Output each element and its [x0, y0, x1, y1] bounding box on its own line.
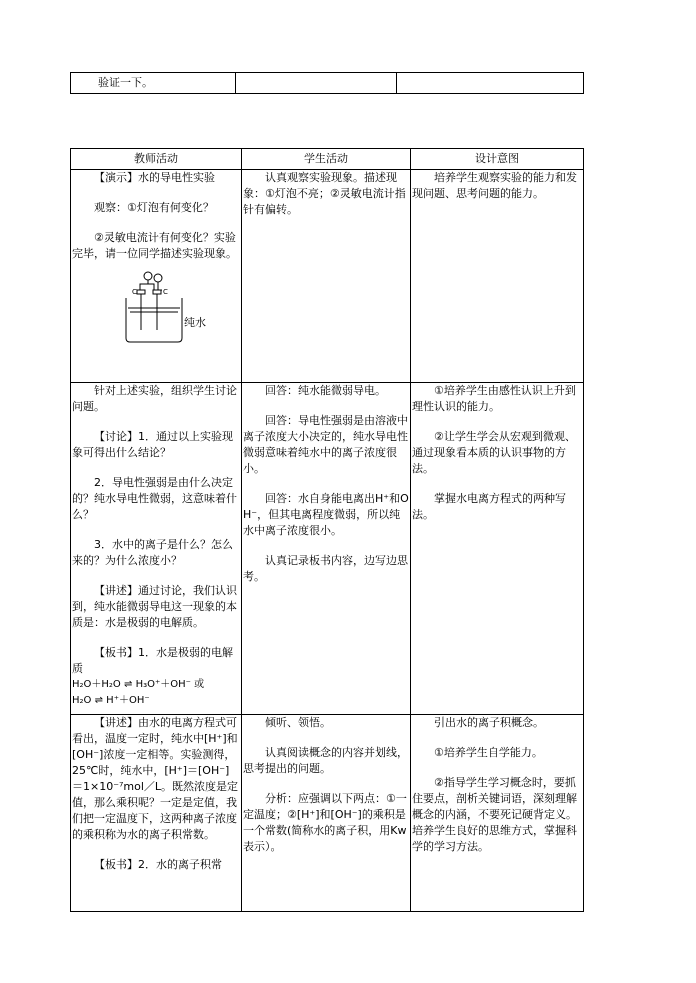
ionization-equation-1: H₂O＋H₂O ⇌ H₃O⁺＋OH⁻ 或 — [72, 679, 205, 690]
top-cell-2 — [236, 73, 397, 94]
design-cell — [411, 715, 584, 912]
lecture-tag: 【讲述】 — [94, 716, 138, 729]
lecture-tag: 【讲述】 — [94, 584, 138, 597]
student-answer-4: 认真记录板书内容，边写边思考。 — [243, 554, 408, 583]
teacher-cell — [71, 383, 242, 715]
design-1: 引出水的离子积概念。 — [434, 716, 544, 729]
design-2: ①培养学生自学能力。 — [434, 746, 543, 759]
demo-tag: 【演示】 — [94, 171, 138, 184]
discussion-intro: 针对上述实验，组织学生讨论问题。 — [72, 384, 237, 413]
board-2: 【板书】2．水的离子积常 — [94, 858, 222, 871]
lecture-2: 【讲述】由水的电离方程式可看出，温度一定时，纯水中[H⁺]和[OH⁻]浓度一定相等。实验测得，25℃时，纯水中，[H⁺]＝[OH⁻]＝1×10⁻⁷mol／L。既然浓度是定值，那么乘积呢？一定是定值，我们把一定温度下，这两种离子浓度的乘积称为水的离子积常数。 — [72, 716, 239, 841]
beaker-label: 纯水 — [184, 316, 206, 329]
top-table — [70, 72, 584, 94]
board-1: 【板书】1．水是极弱的电解质 — [72, 646, 233, 675]
design-3: 掌握水电离方程式的两种写法。 — [412, 492, 566, 521]
design-1: ①培养学生由感性认识上升到理性认识的能力。 — [412, 384, 576, 413]
student-read: 认真阅读概念的内容并划线，思考提出的问题。 — [243, 746, 408, 775]
student-observe: 认真观察实验现象。描述现象：①灯泡不亮；②灵敏电流计指针有偏转。 — [243, 171, 406, 216]
design-cell — [411, 170, 584, 383]
table-row — [71, 170, 584, 383]
electrode-label-right: C — [163, 288, 168, 296]
ionization-equation-2: H₂O ⇌ H⁺＋OH⁻ — [72, 695, 150, 706]
bulb-icon — [144, 272, 152, 280]
equilibrium-arrow-icon: ⇌ — [94, 695, 103, 706]
header-teacher: 教师活动 — [71, 149, 242, 170]
design-cell — [411, 383, 584, 715]
design-observe: 培养学生观察实验的能力和发现问题、思考问题的能力。 — [412, 171, 577, 200]
discuss-2: 2．导电性强弱是由什么决定的？纯水导电性微弱，这意味着什么？ — [72, 476, 237, 521]
header-design: 设计意图 — [411, 149, 584, 170]
student-cell — [242, 170, 411, 383]
student-answer-2: 回答：导电性强弱是由溶液中离子浓度大小决定的，纯水导电性微弱意味着纯水中的离子浓度很小。 — [243, 414, 408, 475]
design-3: ②指导学生学习概念时，要抓住要点，剖析关键词语，深刻理解概念的内涵，不要死记硬背定义。培养学生良好的思维方式，掌握科学的学习方法。 — [412, 776, 577, 853]
student-answer-3: 回答：水自身能电离出H⁺和OH⁻，但其电离程度微弱，所以纯水中离子浓度很小。 — [243, 492, 409, 537]
top-cell-1: 验证一下。 — [71, 73, 236, 94]
demo-text: 水的导电性实验 — [138, 171, 215, 184]
electrode-label-left: C — [132, 288, 137, 296]
discuss-tag: 【讨论】 — [94, 430, 138, 443]
table-row — [71, 715, 584, 912]
observe-1: 观察：①灯泡有何变化？ — [94, 201, 214, 214]
teacher-cell — [71, 170, 242, 383]
observe-2: ②灵敏电流计有何变化？实验完毕，请一位同学描述实验现象。 — [72, 231, 237, 260]
table-row — [71, 383, 584, 715]
student-cell — [242, 715, 411, 912]
board-tag: 【板书】 — [94, 858, 138, 871]
lesson-table — [70, 148, 584, 912]
table-row — [71, 73, 584, 94]
beaker-diagram — [122, 268, 206, 346]
header-row — [71, 149, 584, 170]
design-2: ②让学生学会从宏观到微观、通过现象看本质的认识事物的方法。 — [412, 430, 576, 475]
discuss-1: 【讨论】1．通过以上实验现象可得出什么结论？ — [72, 430, 233, 459]
student-cell — [242, 383, 411, 715]
board-tag: 【板书】 — [94, 646, 138, 659]
header-student: 学生活动 — [242, 149, 411, 170]
equilibrium-arrow-icon: ⇌ — [124, 679, 133, 690]
demo-paragraph — [72, 170, 240, 186]
teacher-cell — [71, 715, 242, 912]
discuss-3: 3．水中的离子是什么？怎么来的？为什么浓度小？ — [72, 538, 233, 567]
lecture-1: 【讲述】通过讨论，我们认识到，纯水能微弱导电这一现象的本质是：水是极弱的电解质。 — [72, 584, 237, 629]
student-analysis: 分析：应强调以下两点：①一定温度；②[H⁺]和[OH⁻]的乘积是一个常数(简称水的离子积，用Kw表示）。 — [243, 792, 407, 853]
top-cell-3 — [397, 73, 584, 94]
student-listen: 倾听、领悟。 — [265, 716, 331, 729]
galvanometer-icon — [154, 274, 162, 282]
student-answer-1: 回答：纯水能微弱导电。 — [265, 384, 386, 397]
